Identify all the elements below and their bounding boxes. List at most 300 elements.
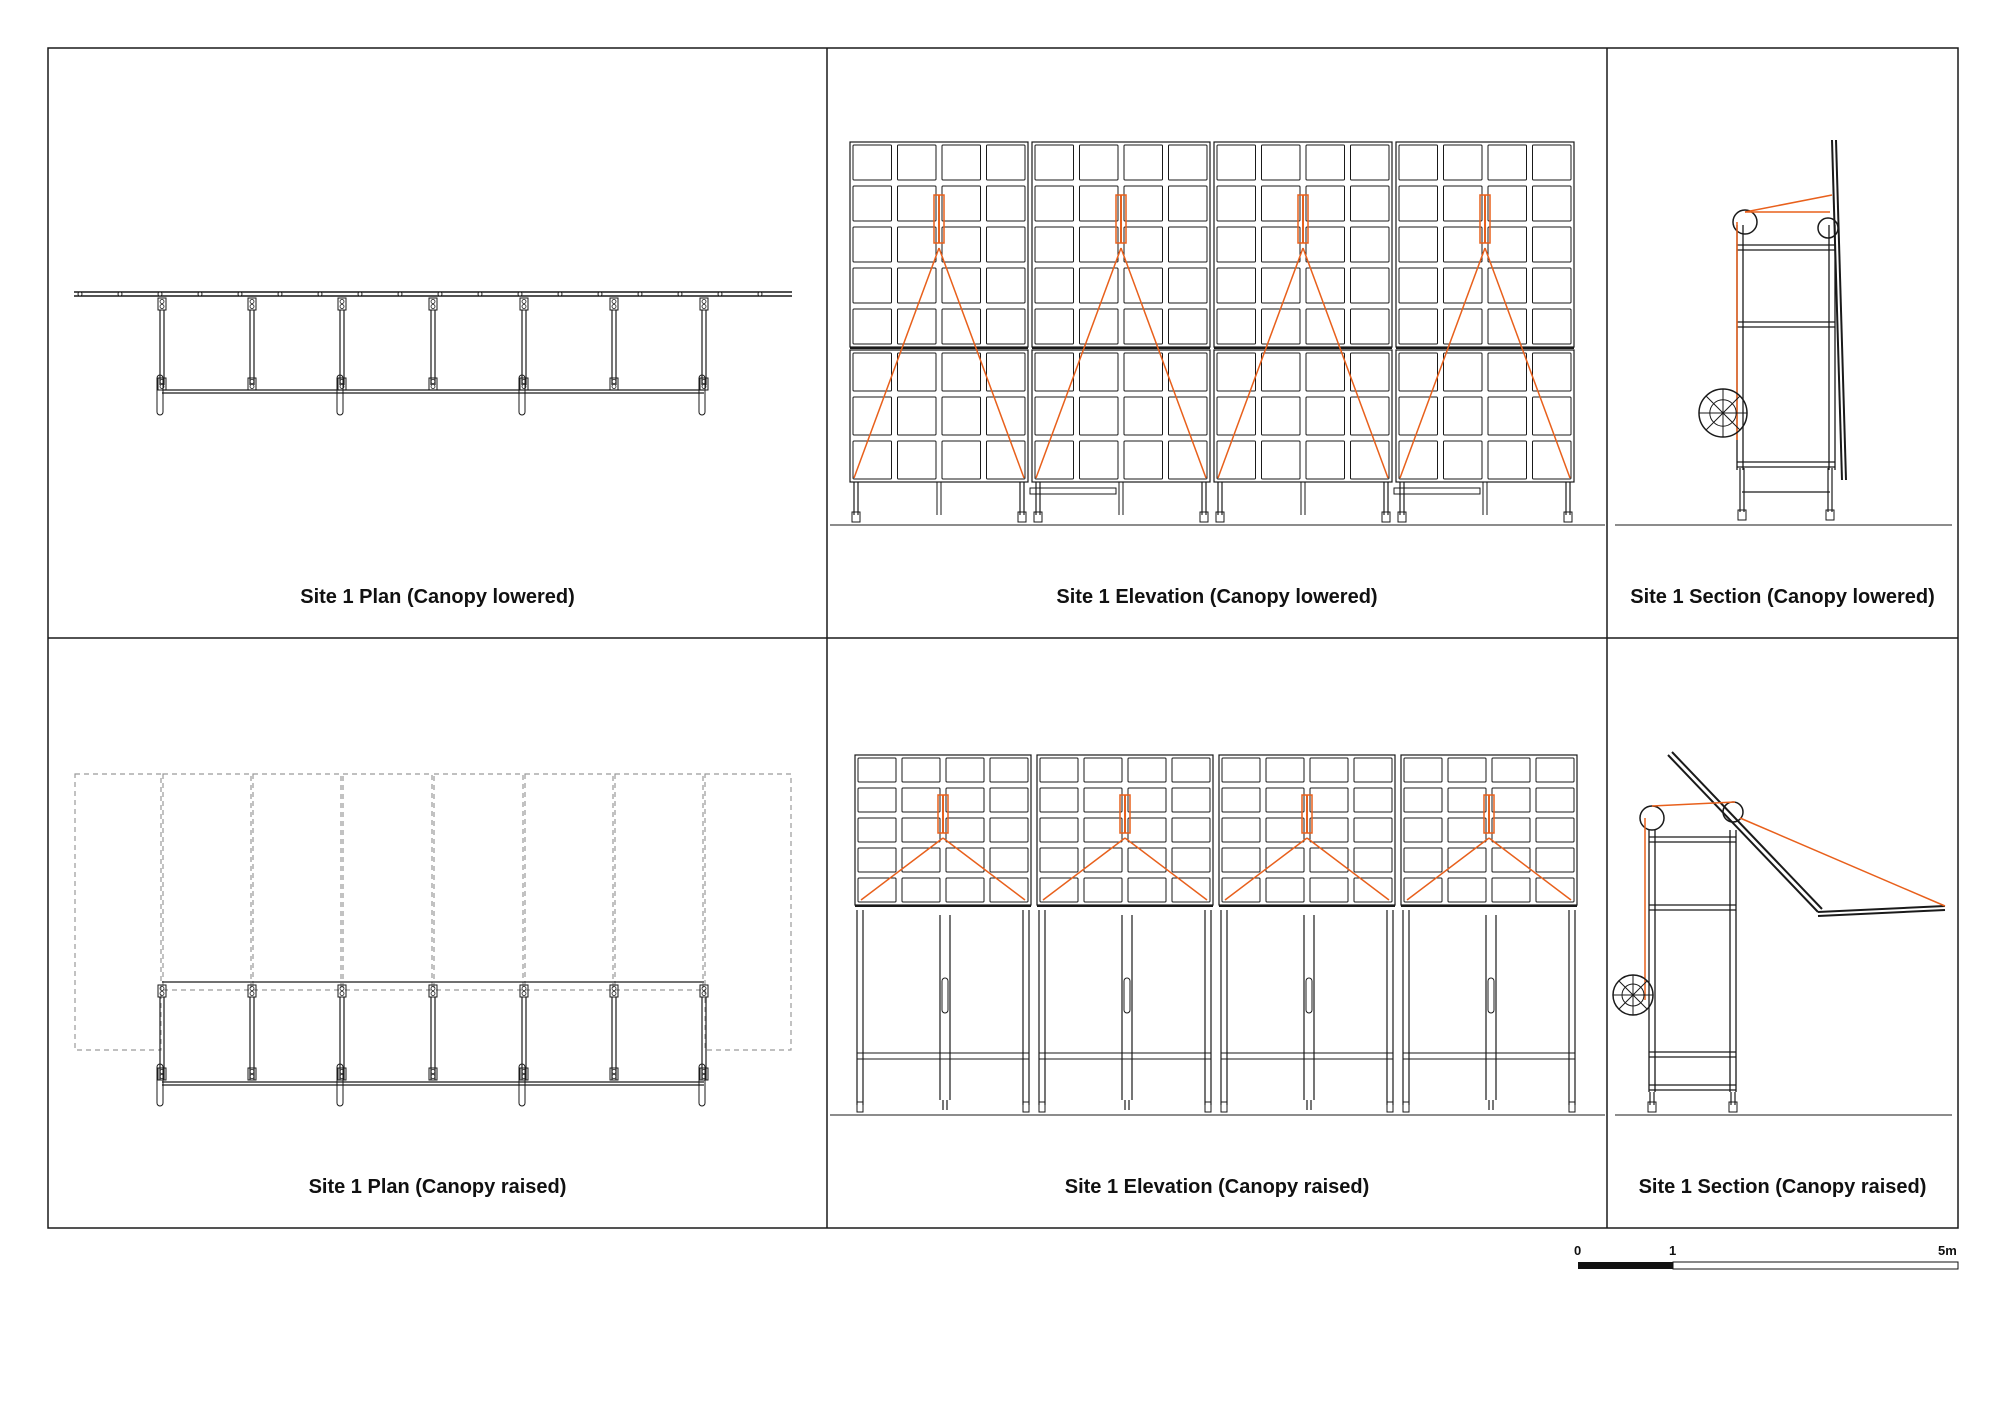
grid-cell <box>1124 397 1163 435</box>
grid-cell <box>1217 309 1256 344</box>
column-bracket <box>248 298 256 310</box>
canopy-joint <box>78 292 82 296</box>
grid-cell <box>898 186 937 221</box>
grid-cell <box>853 353 892 391</box>
canopy-joint <box>558 292 562 296</box>
column-bracket <box>520 985 528 997</box>
bracket-bolt <box>340 987 344 991</box>
grid-cell <box>1306 145 1345 180</box>
grid-cell <box>1040 758 1078 782</box>
bracket-bolt <box>522 992 526 996</box>
panel-title-elevation-lowered: Site 1 Elevation (Canopy lowered) <box>1056 586 1378 608</box>
panel-title-elevation-raised: Site 1 Elevation (Canopy raised) <box>1064 1176 1370 1198</box>
section-lowered-drawing <box>1615 140 1952 525</box>
leg-foot <box>857 1102 863 1112</box>
grid-cell <box>1399 186 1438 221</box>
grid-cell <box>1488 145 1527 180</box>
grid-cell <box>1444 186 1483 221</box>
grid-cell <box>1217 353 1256 391</box>
grid-cell <box>853 441 892 479</box>
grid-cell <box>1084 848 1122 872</box>
bracket-bolt <box>612 987 616 991</box>
grid-cell <box>1444 441 1483 479</box>
grid-cell <box>1124 353 1163 391</box>
column-bracket <box>248 378 256 390</box>
grid-cell <box>902 788 940 812</box>
column-bracket <box>610 378 618 390</box>
canopy-module <box>1032 142 1210 522</box>
bracket-bolt <box>250 992 254 996</box>
grid-cell <box>1035 309 1074 344</box>
canopy-grid-upper <box>1032 142 1210 347</box>
grid-cell <box>1399 268 1438 303</box>
scale-bar-open-segment <box>1673 1262 1958 1269</box>
grid-cell <box>1354 848 1392 872</box>
grid-cell <box>1533 227 1572 262</box>
leg-foot <box>1398 512 1406 522</box>
grid-cell <box>1536 848 1574 872</box>
grid-cell <box>1399 145 1438 180</box>
grid-cell <box>1169 309 1208 344</box>
grid-cell <box>1128 848 1166 872</box>
grid-cell <box>1444 145 1483 180</box>
grid-cell <box>987 309 1026 344</box>
grid-cell <box>1124 227 1163 262</box>
canopy-panel-upper <box>1668 755 1818 912</box>
column-bracket <box>429 1068 437 1080</box>
grid-cell <box>1128 878 1166 902</box>
canopy-module <box>1396 142 1574 522</box>
bracket-bolt <box>522 987 526 991</box>
grid-cell <box>990 788 1028 812</box>
grid-cell <box>898 441 937 479</box>
grid-cell <box>1035 145 1074 180</box>
grid-cell <box>902 848 940 872</box>
grid-cell <box>1351 186 1390 221</box>
panel-title-section-raised: Site 1 Section (Canopy raised) <box>1638 1176 1927 1198</box>
grid-cell <box>1448 878 1486 902</box>
grid-cell <box>1306 186 1345 221</box>
leg-foot <box>1387 1102 1393 1112</box>
pulley <box>1640 806 1664 830</box>
grid-cell <box>1217 441 1256 479</box>
canopy-module <box>1219 755 1395 1112</box>
leg-foot <box>1039 1102 1045 1112</box>
bracket-bolt <box>431 987 435 991</box>
base-rail <box>1403 1053 1575 1059</box>
grid-cell <box>1354 788 1392 812</box>
leg-foot <box>1826 510 1834 520</box>
grid-cell <box>1351 353 1390 391</box>
cable-right <box>939 248 1024 478</box>
wheel-elevation <box>1488 978 1494 1013</box>
grid-cell <box>1444 309 1483 344</box>
canopy-outline-dashed <box>705 774 791 1050</box>
grid-cell <box>1354 758 1392 782</box>
grid-cell <box>1084 878 1122 902</box>
bracket-bolt <box>431 385 435 389</box>
grid-cell <box>1351 268 1390 303</box>
grid-cell <box>858 848 896 872</box>
grid-cell <box>1404 848 1442 872</box>
canopy-joint <box>238 292 242 296</box>
column-bracket <box>158 378 166 390</box>
canopy-module <box>855 755 1031 1112</box>
grid-cell <box>1035 227 1074 262</box>
grid-cell <box>1262 353 1301 391</box>
grid-cell <box>1169 441 1208 479</box>
column-bracket <box>700 985 708 997</box>
grid-cell <box>1169 353 1208 391</box>
column-bracket <box>520 298 528 310</box>
canopy-grid-upper <box>1214 142 1392 347</box>
grid-cell <box>1488 309 1527 344</box>
cable-left <box>1400 248 1485 478</box>
grid-outline <box>1396 142 1574 347</box>
winch-wheel <box>1699 389 1747 437</box>
grid-cell <box>946 788 984 812</box>
canopy-outline-dashed <box>343 774 432 990</box>
grid-cell <box>1404 758 1442 782</box>
grid-cell <box>1354 818 1392 842</box>
panel-title-plan-raised: Site 1 Plan (Canopy raised) <box>308 1176 567 1198</box>
grid-cell <box>1266 788 1304 812</box>
canopy-joint <box>598 292 602 296</box>
grid-cell <box>898 353 937 391</box>
grid-cell <box>1262 397 1301 435</box>
canopy-outline-dashed <box>434 774 523 990</box>
base-frame-link <box>1030 488 1116 494</box>
grid-cell <box>1488 441 1527 479</box>
leg-foot <box>1205 1102 1211 1112</box>
grid-cell <box>1172 788 1210 812</box>
grid-cell <box>1536 788 1574 812</box>
leg-foot <box>1648 1102 1656 1112</box>
grid-cell <box>1404 788 1442 812</box>
grid-cell <box>1448 848 1486 872</box>
grid-cell <box>1488 227 1527 262</box>
canopy-joint <box>518 292 522 296</box>
column-bracket <box>248 985 256 997</box>
grid-outline <box>850 142 1028 347</box>
grid-cell <box>1444 397 1483 435</box>
canopy-joint <box>478 292 482 296</box>
grid-cell <box>1128 788 1166 812</box>
grid-cell <box>902 878 940 902</box>
grid-cell <box>1533 353 1572 391</box>
leg-foot <box>1729 1102 1737 1112</box>
grid-cell <box>1080 309 1119 344</box>
grid-cell <box>1266 878 1304 902</box>
column-bracket <box>520 1068 528 1080</box>
grid-cell <box>1035 441 1074 479</box>
grid-cell <box>1084 788 1122 812</box>
bracket-bolt <box>522 300 526 304</box>
grid-cell <box>1035 353 1074 391</box>
scale-label-0: 0 <box>1574 1243 1582 1258</box>
column-bracket <box>158 298 166 310</box>
grid-cell <box>1492 758 1530 782</box>
grid-cell <box>946 758 984 782</box>
grid-cell <box>1488 353 1527 391</box>
base-rail <box>1039 1053 1211 1059</box>
grid-cell <box>1222 818 1260 842</box>
grid-cell <box>1310 758 1348 782</box>
grid-cell <box>1448 818 1486 842</box>
grid-cell <box>1306 441 1345 479</box>
bracket-bolt <box>702 987 706 991</box>
bracket-bolt <box>702 300 706 304</box>
grid-cell <box>990 758 1028 782</box>
canopy-joint <box>118 292 122 296</box>
wheel-elevation <box>1306 978 1312 1013</box>
grid-cell <box>1399 309 1438 344</box>
grid-cell <box>1310 788 1348 812</box>
grid-cell <box>1310 848 1348 872</box>
grid-cell <box>942 309 981 344</box>
grid-cell <box>942 397 981 435</box>
grid-cell <box>1310 818 1348 842</box>
grid-cell <box>942 353 981 391</box>
grid-cell <box>1080 186 1119 221</box>
base-frame-link <box>1394 488 1480 494</box>
cable-right <box>1303 248 1388 478</box>
grid-cell <box>898 227 937 262</box>
grid-cell <box>853 145 892 180</box>
grid-cell <box>1124 309 1163 344</box>
grid-cell <box>1448 788 1486 812</box>
grid-cell <box>942 441 981 479</box>
scale-label-1: 1 <box>1669 1243 1677 1258</box>
grid-cell <box>1306 397 1345 435</box>
grid-cell <box>1222 848 1260 872</box>
grid-cell <box>942 227 981 262</box>
section-raised-drawing <box>1613 752 1952 1115</box>
grid-cell <box>902 758 940 782</box>
leg-foot <box>1034 512 1042 522</box>
canopy-module <box>1401 755 1577 1112</box>
bracket-bolt <box>250 305 254 309</box>
column-bracket <box>338 1068 346 1080</box>
column-bracket <box>158 1068 166 1080</box>
grid-cell <box>858 788 896 812</box>
grid-cell <box>898 309 937 344</box>
pulley <box>1723 802 1743 822</box>
canopy-outline-dashed <box>75 774 161 1050</box>
bracket-bolt <box>612 992 616 996</box>
grid-cell <box>1128 758 1166 782</box>
grid-cell <box>1533 309 1572 344</box>
canopy-joint <box>158 292 162 296</box>
canopy-joint <box>398 292 402 296</box>
grid-cell <box>902 818 940 842</box>
leg-foot <box>1018 512 1026 522</box>
bracket-bolt <box>702 305 706 309</box>
grid-cell <box>853 186 892 221</box>
grid-cell <box>1399 353 1438 391</box>
grid-cell <box>1035 268 1074 303</box>
leg-foot <box>1564 512 1572 522</box>
column-bracket <box>338 298 346 310</box>
grid-cell <box>1217 268 1256 303</box>
scale-label-5m: 5m <box>1938 1243 1957 1258</box>
grid-cell <box>1533 441 1572 479</box>
grid-cell <box>1128 818 1166 842</box>
grid-cell <box>898 145 937 180</box>
grid-cell <box>1040 788 1078 812</box>
plan-raised-drawing <box>75 774 791 1106</box>
column-bracket <box>700 1068 708 1080</box>
grid-cell <box>1444 227 1483 262</box>
leg-foot <box>852 512 860 522</box>
leg-foot <box>1216 512 1224 522</box>
grid-cell <box>1172 758 1210 782</box>
canopy-joint <box>638 292 642 296</box>
canopy-outline-dashed <box>615 774 703 990</box>
grid-cell <box>1310 878 1348 902</box>
bracket-bolt <box>431 305 435 309</box>
grid-cell <box>1306 227 1345 262</box>
grid-cell <box>1533 186 1572 221</box>
grid-cell <box>987 353 1026 391</box>
grid-cell <box>1266 818 1304 842</box>
column-bracket <box>338 985 346 997</box>
cable-right <box>1485 248 1570 478</box>
grid-cell <box>1222 758 1260 782</box>
bracket-bolt <box>160 992 164 996</box>
column-bracket <box>248 1068 256 1080</box>
leg-foot <box>1221 1102 1227 1112</box>
elevation-raised-drawing <box>830 755 1605 1115</box>
leg-foot <box>1382 512 1390 522</box>
grid-cell <box>1084 758 1122 782</box>
grid-cell <box>1306 353 1345 391</box>
base-rail <box>857 1053 1029 1059</box>
bracket-bolt <box>160 305 164 309</box>
winch-wheel <box>1613 975 1653 1015</box>
grid-outline <box>1214 142 1392 347</box>
bracket-bolt <box>340 305 344 309</box>
grid-cell <box>1217 227 1256 262</box>
grid-cell <box>1169 145 1208 180</box>
grid-cell <box>1035 186 1074 221</box>
bracket-bolt <box>250 300 254 304</box>
canopy-joint <box>438 292 442 296</box>
grid-cell <box>1533 145 1572 180</box>
column-bracket <box>429 298 437 310</box>
grid-cell <box>1351 309 1390 344</box>
bracket-bolt <box>612 305 616 309</box>
scale-bar <box>1578 1262 1958 1269</box>
panel-title-section-lowered: Site 1 Section (Canopy lowered) <box>1630 586 1935 608</box>
canopy-joint <box>278 292 282 296</box>
canopy-module <box>1037 755 1213 1112</box>
grid-cell <box>1040 818 1078 842</box>
grid-cell <box>1404 818 1442 842</box>
grid-cell <box>858 818 896 842</box>
grid-cell <box>987 186 1026 221</box>
column-bracket <box>429 378 437 390</box>
elevation-lowered-drawing <box>830 142 1605 525</box>
grid-cell <box>1080 353 1119 391</box>
grid-cell <box>1262 441 1301 479</box>
grid-cell <box>1492 878 1530 902</box>
base-rail <box>1221 1053 1393 1059</box>
column-bracket <box>610 985 618 997</box>
canopy-outline-dashed <box>525 774 613 990</box>
cable <box>1745 195 1832 212</box>
canopy-joint <box>678 292 682 296</box>
column-bracket <box>700 378 708 390</box>
bracket-bolt <box>431 300 435 304</box>
grid-cell <box>942 145 981 180</box>
grid-cell <box>1169 186 1208 221</box>
plan-lowered-drawing <box>74 292 792 415</box>
grid-cell <box>1172 818 1210 842</box>
bracket-bolt <box>340 992 344 996</box>
bracket-bolt <box>612 385 616 389</box>
column-bracket <box>429 985 437 997</box>
grid-cell <box>853 227 892 262</box>
grid-cell <box>1536 758 1574 782</box>
grid-cell <box>1172 848 1210 872</box>
grid-cell <box>987 268 1026 303</box>
grid-cell <box>1222 788 1260 812</box>
grid-cell <box>942 186 981 221</box>
column-bracket <box>158 985 166 997</box>
grid-cell <box>1536 818 1574 842</box>
grid-cell <box>1262 186 1301 221</box>
grid-cell <box>1351 227 1390 262</box>
grid-cell <box>1444 353 1483 391</box>
grid-cell <box>1488 186 1527 221</box>
grid-cell <box>946 818 984 842</box>
canopy-outline-dashed <box>253 774 341 990</box>
leg-foot <box>1403 1102 1409 1112</box>
grid-cell <box>1306 309 1345 344</box>
column-bracket <box>338 378 346 390</box>
grid-cell <box>1399 227 1438 262</box>
panel-title-plan-lowered: Site 1 Plan (Canopy lowered) <box>300 586 575 608</box>
grid-cell <box>1492 848 1530 872</box>
grid-cell <box>1351 145 1390 180</box>
canopy-outline-dashed <box>163 774 251 990</box>
grid-cell <box>1492 788 1530 812</box>
grid-cell <box>1262 227 1301 262</box>
grid-cell <box>987 227 1026 262</box>
grid-cell <box>990 848 1028 872</box>
grid-cell <box>1448 758 1486 782</box>
grid-cell <box>990 818 1028 842</box>
bracket-bolt <box>340 300 344 304</box>
bracket-bolt <box>612 300 616 304</box>
wheel-elevation <box>942 978 948 1013</box>
bracket-bolt <box>250 385 254 389</box>
grid-cell <box>987 441 1026 479</box>
grid-cell <box>898 397 937 435</box>
bracket-bolt <box>431 992 435 996</box>
bracket-bolt <box>522 305 526 309</box>
leg-foot <box>1023 1102 1029 1112</box>
leg-foot <box>1569 1102 1575 1112</box>
grid-cell <box>1266 758 1304 782</box>
canopy-panel-upper <box>1672 752 1822 909</box>
canopy-grid-upper <box>1396 142 1574 347</box>
scale-bar-solid-segment <box>1578 1262 1673 1269</box>
grid-cell <box>1080 397 1119 435</box>
cable-left <box>1036 248 1121 478</box>
grid-cell <box>946 878 984 902</box>
